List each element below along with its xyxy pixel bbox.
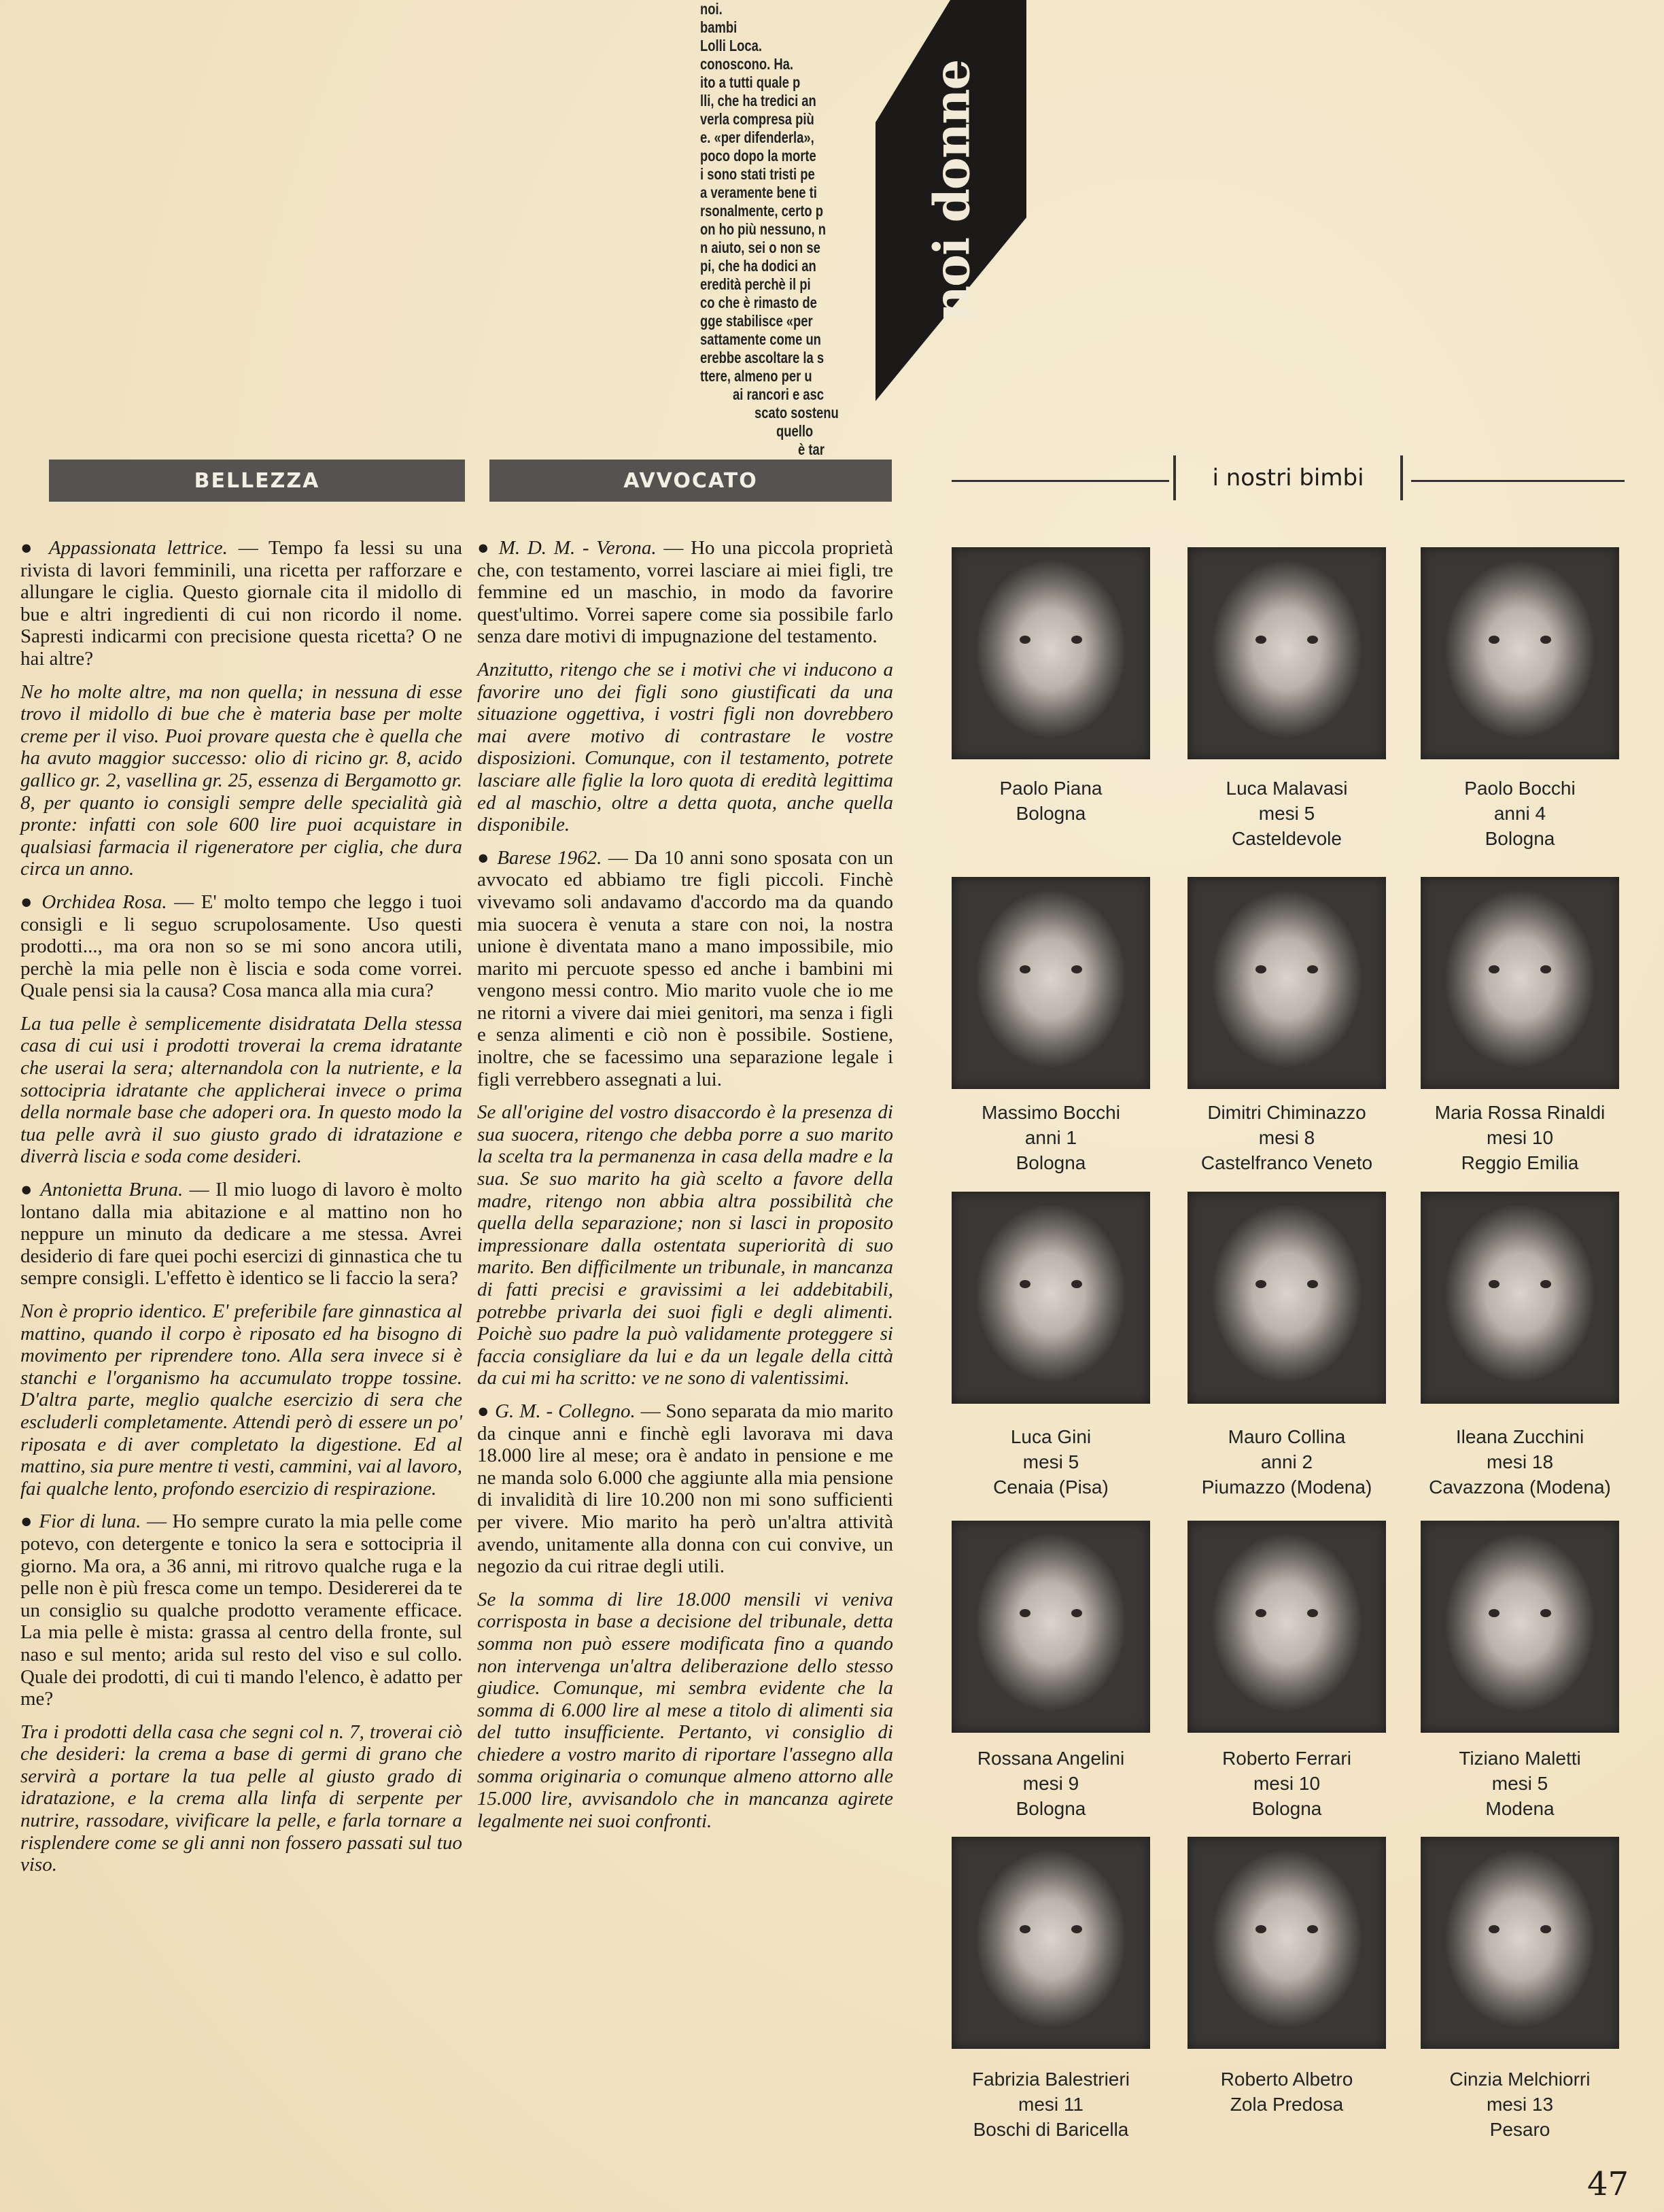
baby-name: Cinzia Melchiorri [1449,2069,1591,2090]
newspaper-clipping [700,0,858,458]
letter-author: Orchidea Rosa. [41,891,167,913]
baby-caption [939,776,1163,826]
clipping-line: on ho più nessuno, n [700,220,827,238]
bullet-icon: ● [20,1510,39,1533]
avvocato-column [477,537,893,1843]
baby-photo [952,1192,1150,1404]
answer-paragraph: Non è proprio identico. E' preferibile fare ginnastica al mattino, quando il corpo è riposato ed ha bisogno di movimento per riprendere tono. Alla sera invece si è stanchi e l'organismo ha accumulato troppe tossine. D'altra parte, meglio qualche esercizio di sera che escluderli completamente. Attendi però di essere un po' riposata e di aver completato la digestione. Ed al mattino, sia pure mentre ti vesti, cammini, vai al lavoro, fai qualche lento, profondo esercizio di respirazione. [20,1300,462,1500]
letter-text: — Sono separata da mio marito da cinque anni e finchè egli lavorava mi dava 18.000 lire al mese; ora è andato in pensione e me ne manda solo 6.000 che aggiunte alla mia pensione di invalidità di lire 10.200 non mi sono sufficienti per vivere. Mio marito ha però un'altra attività avendo, unitamente alla donna con cui convive, un negozio da cui ritrae degli utili. [477,1400,893,1578]
baby-caption [1175,1100,1399,1175]
baby-photo [952,1837,1150,2049]
baby-caption [1175,1424,1399,1500]
bullet-icon: ● [20,537,49,559]
letter-author: Antonietta Bruna. [40,1179,184,1201]
baby-photo [1421,877,1619,1089]
letter-paragraph [20,1510,462,1710]
section-header-bellezza: BELLEZZA [49,460,465,502]
baby-name: Rossana Angelini [977,1748,1125,1769]
bullet-icon: ● [477,537,499,559]
bellezza-column [20,537,462,1887]
baby-place: Bologna [1016,1798,1086,1819]
baby-caption [1408,2067,1632,2142]
letter-author: G. M. - Collegno. [495,1400,636,1422]
baby-caption [1175,1746,1399,1821]
baby-photo [1421,1192,1619,1404]
clipping-line: i sono stati tristi pe [700,165,815,183]
letter-paragraph [20,537,462,670]
clipping-line: a veramente bene ti [700,184,817,201]
baby-name: Paolo Bocchi [1464,778,1576,799]
baby-place: Castelfranco Veneto [1200,1152,1373,1173]
baby-place: Boschi di Baricella [973,2119,1129,2140]
letter-paragraph [477,537,893,648]
clipping-line: verla compresa più [700,110,814,128]
divider [952,480,1169,482]
baby-name: Tiziano Maletti [1459,1748,1581,1769]
clipping-line: co che è rimasto de [700,294,817,311]
letter-text: — E' molto tempo che leggo i tuoi consigli e li seguo scrupolosamente. Uso questi prodotti..., ma ora non so se mi sono ancora utili, perchè la mia pelle non è liscia e soda come vorrei. Quale pensi sia la causa? Cosa manca alla mia cura? [20,891,462,1002]
clipping-line: Lolli Loca. [700,37,762,54]
clipping-line: eredità perchè il pi [700,275,811,293]
clipping-line: ito a tutti quale p [700,73,801,91]
letter-paragraph [477,847,893,1091]
baby-photo [1188,547,1386,759]
baby-name: Maria Rossa Rinaldi [1434,1102,1606,1123]
baby-name: Massimo Bocchi [982,1102,1120,1123]
letter-text: — Il mio luogo di lavoro è molto lontano dalla mia abitazione e al mattino non ho neppure un minuto da dedicare a me stessa. Avrei desiderio di fare quei pochi esercizi di ginnastica che tu sempre consigli. L'effetto è identico se li faccio la sera? [20,1179,462,1290]
baby-place: Casteldevole [1232,828,1342,849]
baby-caption [1408,776,1632,851]
clipping-line: erebbe ascoltare la s [700,349,825,366]
clipping-line: conoscono. Ha. [700,55,793,73]
baby-photo [1188,1192,1386,1404]
baby-age: anni 2 [1260,1451,1313,1472]
baby-photo [1421,1521,1619,1733]
clipping-line: è tar [798,440,825,458]
baby-age: mesi 5 [1491,1773,1548,1794]
answer-paragraph: La tua pelle è semplicemente disidratata Della stessa casa di cui usi i prodotti troverai la crema idratante che userai la sera; alternandola con la nutriente, e la sottocipria idratante che applicherai invece o prima della normale base che adoperi ora. In questo modo la tua pelle avrà il suo giusto grado di idratazione e diverrà liscia e soda come desideri. [20,1012,462,1168]
baby-caption [1408,1100,1632,1175]
divider [1411,480,1625,482]
clipping-line: scato sostenu [755,404,839,421]
baby-place: Piumazzo (Modena) [1201,1476,1372,1498]
baby-name: Mauro Collina [1228,1426,1346,1447]
baby-age: mesi 9 [1022,1773,1079,1794]
baby-photo [1188,1837,1386,2049]
baby-place: Pesaro [1489,2119,1550,2140]
baby-place: Modena [1485,1798,1555,1819]
baby-caption [1175,2067,1399,2117]
letter-paragraph [477,1400,893,1578]
clipping-line: quello [776,422,814,440]
section-header-avvocato: AVVOCATO [489,460,892,502]
baby-photo [952,1521,1150,1733]
answer-paragraph: Anzitutto, ritengo che se i motivi che vi inducono a favorire uno dei figli sono giustificati da una situazione oggettiva, i vostri figli non dovrebbero mai avere motivo di contrastare le vostre disposizioni. Comunque, con il testamento, potrete lasciare alle figlie la loro quota di eredità legittima ed al maschio, oltre a detta quota, anche quella disponibile. [477,658,893,836]
baby-photo [952,547,1150,759]
letter-text: — Ho una piccola proprietà che, con testamento, vorrei lasciare ai miei figli, tre femmine ed un maschio, in modo da favorire quest'ultimo. Vorrei sapere come sia possibile farlo senza dare motivi di impugnazione del testamento. [477,537,893,648]
clipping-line: pi, che ha dodici an [700,257,816,275]
clipping-line: bambi [700,18,738,36]
clipping-line: gge stabilisce «per [700,312,813,330]
baby-age: mesi 11 [1018,2094,1084,2115]
baby-place: Bologna [1016,803,1086,824]
baby-caption [939,1100,1163,1175]
baby-place: Reggio Emilia [1461,1152,1579,1173]
baby-age: mesi 8 [1258,1127,1315,1148]
baby-place: Bologna [1251,1798,1322,1819]
baby-age: Zola Predosa [1230,2094,1344,2115]
letter-author: Appassionata lettrice. [48,537,228,559]
page-number: 47 [1587,2165,1629,2203]
answer-paragraph: Se la somma di lire 18.000 mensili vi veniva corrisposta in base a decisione del tribunale, detta somma non può essere modificata fino a quando non intervenga un'altra deliberazione dello stesso giudice. Comunque, mi sembra evidente che la somma di 6.000 lire al mese a titolo di alimenti sia del tutto insufficiente. Pertanto, vi consiglio di chiedere a vostro marito di riportare l'assegno alla somma originaria o comunque almeno attorno alle 15.000 lire, avvisandolo che in mancanza agirete legalmente nei suoi confronti. [477,1588,893,1832]
letter-text: — Tempo fa lessi su una rivista di lavori femminili, una ricetta per rafforzare e allungare le ciglia. Questo giornale cita il midollo di bue e altri ingredienti di cui non ricordo il nome. Sapresti indicarmi con precisione questa ricetta? O ne hai altre? [20,537,462,670]
baby-age: mesi 10 [1253,1773,1321,1794]
magazine-title: noi donne [922,60,981,321]
clipping-line: rsonalmente, certo p [700,202,823,220]
baby-caption [939,2067,1163,2142]
baby-age: mesi 5 [1022,1451,1079,1472]
bullet-icon: ● [477,846,498,869]
answer-paragraph: Ne ho molte altre, ma non quella; in nessuna di esse trovo il midollo di bue che è materia base per molte creme per il viso. Puoi provare questa che è quella che ha avuto maggior successo: olio di ricino gr. 8, acido gallico gr. 2, vasellina gr. 25, essenza di Bergamotto gr. 8, per quanto io consigli sempre delle specialità già pronte: infatti con sole 600 lire puoi acquistare in qualsiasi farmacia il rigeneratore per ciglia, che dura circa un anno. [20,680,462,880]
answer-paragraph: Tra i prodotti della casa che segni col n. 7, troverai ciò che desideri: la crema a base di germi di grano che servirà a portare la tua pelle al giusto grado di idratazione, e la crema alla linfa di serpente per nutrire, rassodare, vivificare la pelle, e farla tornare a risplendere come se gli anni non fossero passati sul tuo viso. [20,1721,462,1876]
baby-caption [939,1746,1163,1821]
baby-name: Luca Gini [1010,1426,1092,1447]
magazine-banner [884,60,1020,321]
baby-photo [1188,1521,1386,1733]
baby-caption [1175,776,1399,851]
clipping-line: poco dopo la morte [700,147,816,165]
baby-photo [952,877,1150,1089]
clipping-line: ttere, almeno per u [700,367,812,385]
baby-name: Luca Malavasi [1226,778,1348,799]
bullet-icon: ● [20,1179,41,1201]
baby-name: Ileana Zucchini [1455,1426,1584,1447]
baby-caption [1408,1746,1632,1821]
baby-name: Dimitri Chiminazzo [1207,1102,1366,1123]
letter-author: M. D. M. - Verona. [498,537,657,559]
baby-place: Cenaia (Pisa) [993,1476,1109,1498]
baby-photo [1188,877,1386,1089]
baby-age: mesi 18 [1486,1451,1554,1472]
baby-caption [1408,1424,1632,1500]
baby-name: Roberto Ferrari [1222,1748,1351,1769]
bullet-icon: ● [477,1400,496,1422]
clipping-line: e. «per difenderla», [700,128,814,146]
bullet-icon: ● [20,891,42,913]
letter-author: Fior di luna. [39,1510,141,1533]
bimbi-title: i nostri bimbi [1173,455,1403,500]
letter-paragraph [20,1179,462,1290]
baby-caption [939,1424,1163,1500]
clipping-line: noi. [700,0,723,18]
baby-photo [1421,1837,1619,2049]
baby-place: Cavazzona (Modena) [1429,1476,1611,1498]
letter-paragraph [20,891,462,1002]
baby-name: Fabrizia Balestrieri [972,2069,1130,2090]
clipping-line: ai rancori e asc [733,385,824,403]
baby-place: Bologna [1016,1152,1086,1173]
letter-text: — Da 10 anni sono sposata con un avvocato ed abbiamo tre figli piccoli. Finchè vivevamo soli andavamo d'accordo ma da quando mia suocera è venuta a stare con noi, la nostra unione è diventata mano a mano impossibile, mio marito mi percuote spesso ed anche i bambini mi vengono messi contro. Mio marito vuole che io me ne ritorni a vivere dai miei genitori, ma senza i figli e senza alimenti e ciò non è possibile. Sostiene, inoltre, che se facessimo una separazione legale i figli verrebbero assegnati a lui. [477,846,893,1090]
clipping-line: lli, che ha tredici an [700,92,816,109]
answer-paragraph: Se all'origine del vostro disaccordo è la presenza di sua suocera, ritengo che debba porre a suo marito la scelta tra la permanenza in casa della madre e la sua. Se suo marito ha già scelto a favore della madre, ritengo non abbia altra possibilità che quella della separazione; non si lasci in proposito impressionare dalla ostentata superiorità di suo marito. Ben difficilmente un tribunale, in mancanza di fatti precisi e gravissimi a lei addebitabili, potrebbe privarla dei suoi figli e degli alimenti. Poichè suo padre la può validamente proteggere si faccia consigliare da lui e da un legale della città da cui mi ha scritto: ve ne sono di valentissimi. [477,1101,893,1389]
clipping-line: sattamente come un [700,330,821,348]
letter-text: — Ho sempre curato la mia pelle come potevo, con detergente e tonico la sera e sottocipria il giorno. Ma ora, a 36 anni, mi ritrovo qualche ruga e la pelle non è più fresca come un tempo. Desidererei da te un consiglio su qualche prodotto veramente efficace. La mia pelle è mista: grassa al centro della fronte, sul naso e sul mento; arida sul resto del viso e sul collo. Quale dei prodotti, di cui ti mando l'elenco, è adatto per me? [20,1510,463,1710]
baby-age: mesi 13 [1486,2094,1554,2115]
baby-photo [1421,547,1619,759]
baby-place: Bologna [1485,828,1555,849]
clipping-line: n aiuto, sei o non se [700,239,820,256]
baby-name: Roberto Albetro [1220,2069,1353,2090]
baby-age: mesi 5 [1258,803,1315,824]
baby-name: Paolo Piana [999,778,1103,799]
letter-author: Barese 1962. [497,846,602,869]
bimbi-header [952,455,1625,503]
baby-age: mesi 10 [1486,1127,1554,1148]
baby-age: anni 1 [1024,1127,1077,1148]
baby-age: anni 4 [1493,803,1546,824]
